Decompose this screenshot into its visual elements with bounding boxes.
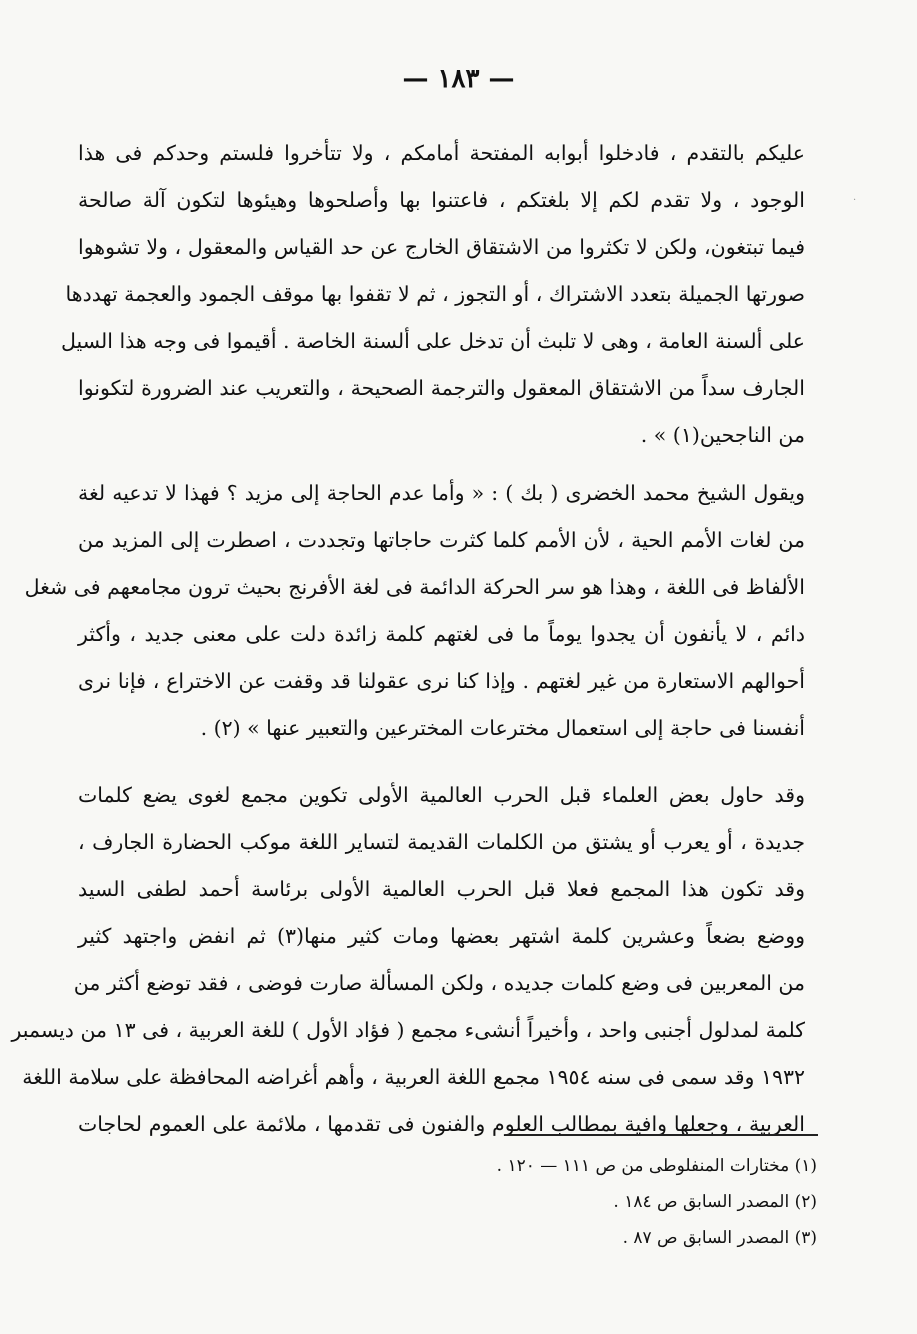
text-line: على ألسنة العامة ، وهى لا تلبث أن تدخل على ألسنة الخاصة . أقيموا فى وجه هذا السيل: [61, 329, 805, 353]
text-line: وقد تكون هذا المجمع فعلا قبل الحرب العالمية الأولى برئاسة أحمد لطفى السيد: [78, 877, 805, 901]
text-line: فيما تبتغون، ولكن لا تكثروا من الاشتقاق الخارج عن حد القياس والمعقول ، ولا تشوهوا: [78, 235, 805, 259]
text-line: صورتها الجميلة بتعدد الاشتراك ، أو التجوز ، ثم لا تقفوا بها موقف الجمود والعجمة تهددها: [65, 282, 805, 306]
text-line: من لغات الأمم الحية ، لأن الأمم كلما كثرت حاجاتها وتجددت ، اصطرت إلى المزيد من: [78, 528, 805, 552]
paragraph-2: [24, 470, 805, 752]
text-line: كلمة لمدلول أجنبى واحد ، وأخيراً أنشىء مجمع ( فؤاد الأول ) للغة العربية ، فى ١٣ من ديسمبر: [11, 1018, 805, 1042]
footnote: (٣) المصدر السابق ص ٨٧ .: [622, 1228, 817, 1248]
text-line: وقد حاول بعض العلماء قبل الحرب العالمية الأولى تكوين مجمع لغوى يضع كلمات: [78, 783, 805, 807]
text-line: من المعربين فى وضع كلمات جديده ، ولكن المسألة صارت فوضى ، فقد توضع أكثر من: [73, 971, 805, 995]
text-line: ١٩٣٢ وقد سمى فى سنه ١٩٥٤ مجمع اللغة العربية ، وأهم أغراضه المحافظة على سلامة اللغة: [22, 1065, 805, 1089]
text-line: الوجود ، ولا تقدم لكم إلا بلغتكم ، فاعتنوا بها وأصلحوها وهيئوها لتكون آلة صالحة: [78, 188, 805, 212]
text-line: العربية ، وجعلها وافية بمطالب العلوم والفنون فى تقدمها ، ملائمة على العموم لحاجات: [78, 1112, 805, 1136]
footnote: (١) مختارات المنفلوطى من ص ١١١ — ١٢٠ .: [496, 1156, 817, 1176]
paragraph-3: [11, 772, 805, 1148]
text-line: الألفاظ فى اللغة ، وهذا هو سر الحركة الدائمة فى لغة الأفرنج بحيث ترون مجامعهم فى شغل: [24, 575, 805, 599]
text-line: من الناجحين(١) » .: [640, 423, 805, 447]
text-line: عليكم بالتقدم ، فادخلوا أبوابه المفتحة أمامكم ، ولا تتأخروا فلستم وحدكم فى هذا: [78, 141, 805, 165]
text-line: جديدة ، أو يعرب أو يشتق من الكلمات القديمة لتساير اللغة موكب الحضارة الجارف ،: [78, 830, 805, 854]
text-line: أحوالهم الاستعارة من غير لغتهم . وإذا كنا نرى عقولنا قد وقفت عن الاختراع ، فإنا نرى: [78, 669, 805, 693]
text-line: ويقول الشيخ محمد الخضرى ( بك ) : « وأما عدم الحاجة إلى مزيد ؟ فهذا لا تدعيه لغة: [78, 481, 805, 505]
paragraph-1: [61, 130, 805, 459]
text-line: ووضع بضعاً وعشرين كلمة اشتهر بعضها ومات كثير منها(٣) ثم انفض واجتهد كثير: [78, 924, 805, 948]
text-line: الجارف سداً من الاشتقاق المعقول والترجمة الصحيحة ، والتعريب عند الضرورة لتكونوا: [78, 376, 805, 400]
text-line: أنفسنا فى حاجة إلى استعمال مخترعات المخترعين والتعبير عنها » (٢) .: [200, 716, 805, 740]
footnotes: [397, 1148, 817, 1256]
footnote: (٢) المصدر السابق ص ١٨٤ .: [613, 1192, 817, 1212]
scan-speck: ·: [853, 195, 857, 206]
page-number: — ١٨٣ —: [402, 64, 515, 94]
footnote-divider: [505, 1134, 818, 1136]
text-line: دائم ، لا يأنفون أن يجدوا يوماً ما فى لغتهم كلمة زائدة دلت على معنى جديد ، وأكثر: [78, 622, 805, 646]
